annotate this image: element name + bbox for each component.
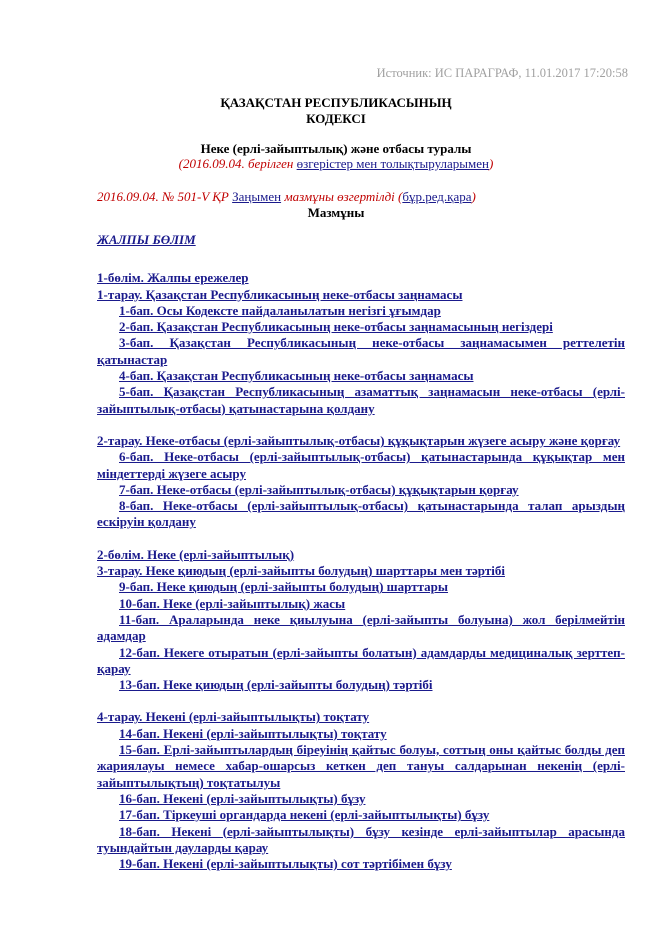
toc-spacer bbox=[97, 531, 625, 547]
toc-link[interactable]: 3-бап. Қазақстан Республикасының неке-отбасы заңнамасымен реттелетін қатынастар bbox=[97, 335, 625, 367]
toc-item bbox=[97, 824, 625, 857]
edit-suffix: ) bbox=[471, 189, 476, 204]
edit-note bbox=[97, 189, 476, 205]
previous-edition-link[interactable]: бұр.ред.қара bbox=[402, 189, 472, 204]
toc-item bbox=[97, 270, 625, 286]
toc-item bbox=[97, 368, 625, 384]
contents-heading: Мазмұны bbox=[307, 205, 365, 220]
toc-item bbox=[97, 433, 625, 449]
amendment-suffix: ) bbox=[488, 156, 494, 171]
toc-link[interactable]: 8-бап. Неке-отбасы (ерлі-зайыптылық-отбасы) қатынастарында талап арыздың ескіруін қолдану bbox=[97, 498, 625, 530]
toc-link[interactable]: 10-бап. Неке (ерлі-зайыптылық) жасы bbox=[119, 595, 346, 611]
toc-spacer bbox=[97, 417, 625, 433]
toc-item bbox=[97, 677, 625, 693]
edit-middle: мазмұны өзгертілді ( bbox=[281, 189, 403, 204]
toc-link[interactable]: 18-бап. Некені (ерлі-зайыптылықты) бұзу кезінде ерлі-зайыптылар арасында туындайтын дауларды қарау bbox=[97, 823, 625, 855]
toc-item bbox=[97, 612, 625, 645]
toc-link[interactable]: 12-бап. Некеге отыратын (ерлі-зайыпты болатын) адамдарды медициналық зерттеп-қарау bbox=[97, 644, 625, 676]
toc-link[interactable]: 5-бап. Қазақстан Республикасының азаматтық заңнамасын неке-отбасы (ерлі-зайыптылық-отбасы) қатынастарына қолдану bbox=[97, 384, 625, 416]
toc-link[interactable]: 1-тарау. Қазақстан Республикасының неке-отбасы заңнамасы bbox=[97, 286, 463, 302]
amendments-link[interactable]: өзгерістер мен толықтыруларымен bbox=[296, 156, 489, 171]
toc-list bbox=[97, 270, 625, 872]
general-part-link[interactable]: ЖАЛПЫ БӨЛІМ bbox=[97, 232, 196, 247]
toc-link[interactable]: 19-бап. Некені (ерлі-зайыптылықты) сот тәртібімен бұзу bbox=[119, 856, 452, 872]
toc-item bbox=[97, 335, 625, 368]
toc-item bbox=[97, 645, 625, 678]
amendment-note bbox=[0, 156, 672, 172]
toc-spacer bbox=[97, 693, 625, 709]
toc-item bbox=[97, 384, 625, 417]
law-link[interactable]: Заңымен bbox=[232, 189, 282, 204]
toc-item bbox=[97, 856, 625, 872]
toc-item bbox=[97, 319, 625, 335]
toc-link[interactable]: 2-бөлім. Неке (ерлі-зайыптылық) bbox=[97, 546, 295, 562]
toc-link[interactable]: 6-бап. Неке-отбасы (ерлі-зайыптылық-отбасы) қатынастарында құқықтар мен міндеттерді жүзеге асыру bbox=[97, 449, 625, 481]
toc-link[interactable]: 16-бап. Некені (ерлі-зайыптылықты) бұзу bbox=[119, 790, 366, 806]
toc-link[interactable]: 13-бап. Неке қиюдың (ерлі-зайыпты болудың) тәртібі bbox=[119, 677, 433, 693]
document-title-line1: ҚАЗАҚСТАН РЕСПУБЛИКАСЫНЫҢ bbox=[220, 95, 452, 110]
toc-item bbox=[97, 482, 625, 498]
toc-link[interactable]: 4-бап. Қазақстан Республикасының неке-отбасы заңнамасы bbox=[119, 368, 474, 384]
toc-link[interactable]: 11-бап. Араларында неке қиылуына (ерлі-зайыпты болуына) жол берілмейтін адамдар bbox=[97, 611, 625, 644]
toc-link[interactable]: 2-бап. Қазақстан Республикасының неке-отбасы заңнамасының негіздері bbox=[119, 319, 553, 335]
toc-item bbox=[97, 449, 625, 482]
toc-item bbox=[97, 709, 625, 725]
toc-item bbox=[97, 596, 625, 612]
toc-item bbox=[97, 287, 625, 303]
toc-link[interactable]: 1-бап. Осы Кодексте пайдаланылатын негізгі ұғымдар bbox=[119, 302, 441, 318]
toc-link[interactable]: 3-тарау. Неке қиюдың (ерлі-зайыпты болудың) шарттары мен тәртібі bbox=[97, 563, 505, 579]
document-title-line2: КОДЕКСІ bbox=[306, 111, 366, 126]
toc-item bbox=[97, 726, 625, 742]
toc-item bbox=[97, 563, 625, 579]
amendment-prefix: (2016.09.04. берілген bbox=[178, 156, 297, 171]
toc-item bbox=[97, 498, 625, 531]
toc-link[interactable]: 1-бөлім. Жалпы ережелер bbox=[97, 270, 249, 286]
table-of-contents bbox=[97, 232, 625, 872]
toc-item bbox=[97, 807, 625, 823]
toc-link[interactable]: 14-бап. Некені (ерлі-зайыптылықты) тоқтату bbox=[119, 725, 387, 741]
toc-item bbox=[97, 742, 625, 791]
toc-link[interactable]: 7-бап. Неке-отбасы (ерлі-зайыптылық-отбасы) құқықтарын қорғау bbox=[119, 481, 519, 497]
toc-item bbox=[97, 547, 625, 563]
toc-link[interactable]: 9-бап. Неке қиюдың (ерлі-зайыпты болудың) шарттары bbox=[119, 579, 449, 595]
toc-link[interactable]: 4-тарау. Некені (ерлі-зайыптылықты) тоқтату bbox=[97, 709, 370, 725]
toc-link[interactable]: 2-тарау. Неке-отбасы (ерлі-зайыптылық-отбасы) құқықтарын жүзеге асыру және қорғау bbox=[97, 432, 621, 448]
toc-item bbox=[97, 303, 625, 319]
edit-prefix: 2016.09.04. № 501-V ҚР bbox=[97, 189, 233, 204]
document-subtitle: Неке (ерлі-зайыптылық) және отбасы туралы bbox=[200, 141, 472, 156]
toc-item bbox=[97, 579, 625, 595]
toc-link[interactable]: 17-бап. Тіркеуші органдарда некені (ерлі-зайыптылықты) бұзу bbox=[119, 807, 490, 823]
toc-link[interactable]: 15-бап. Ерлі-зайыптылардың біреуінің қайтыс болуы, соттың оны қайтыс болды деп жариялауы немесе хабар-ошарсыз кеткен деп тануы салдарынан некенің (ерлі-зайыптылықтың) тоқтатылуы bbox=[97, 742, 625, 790]
toc-item bbox=[97, 791, 625, 807]
source-note: Источник: ИС ПАРАГРАФ, 11.01.2017 17:20:58 bbox=[376, 66, 628, 80]
